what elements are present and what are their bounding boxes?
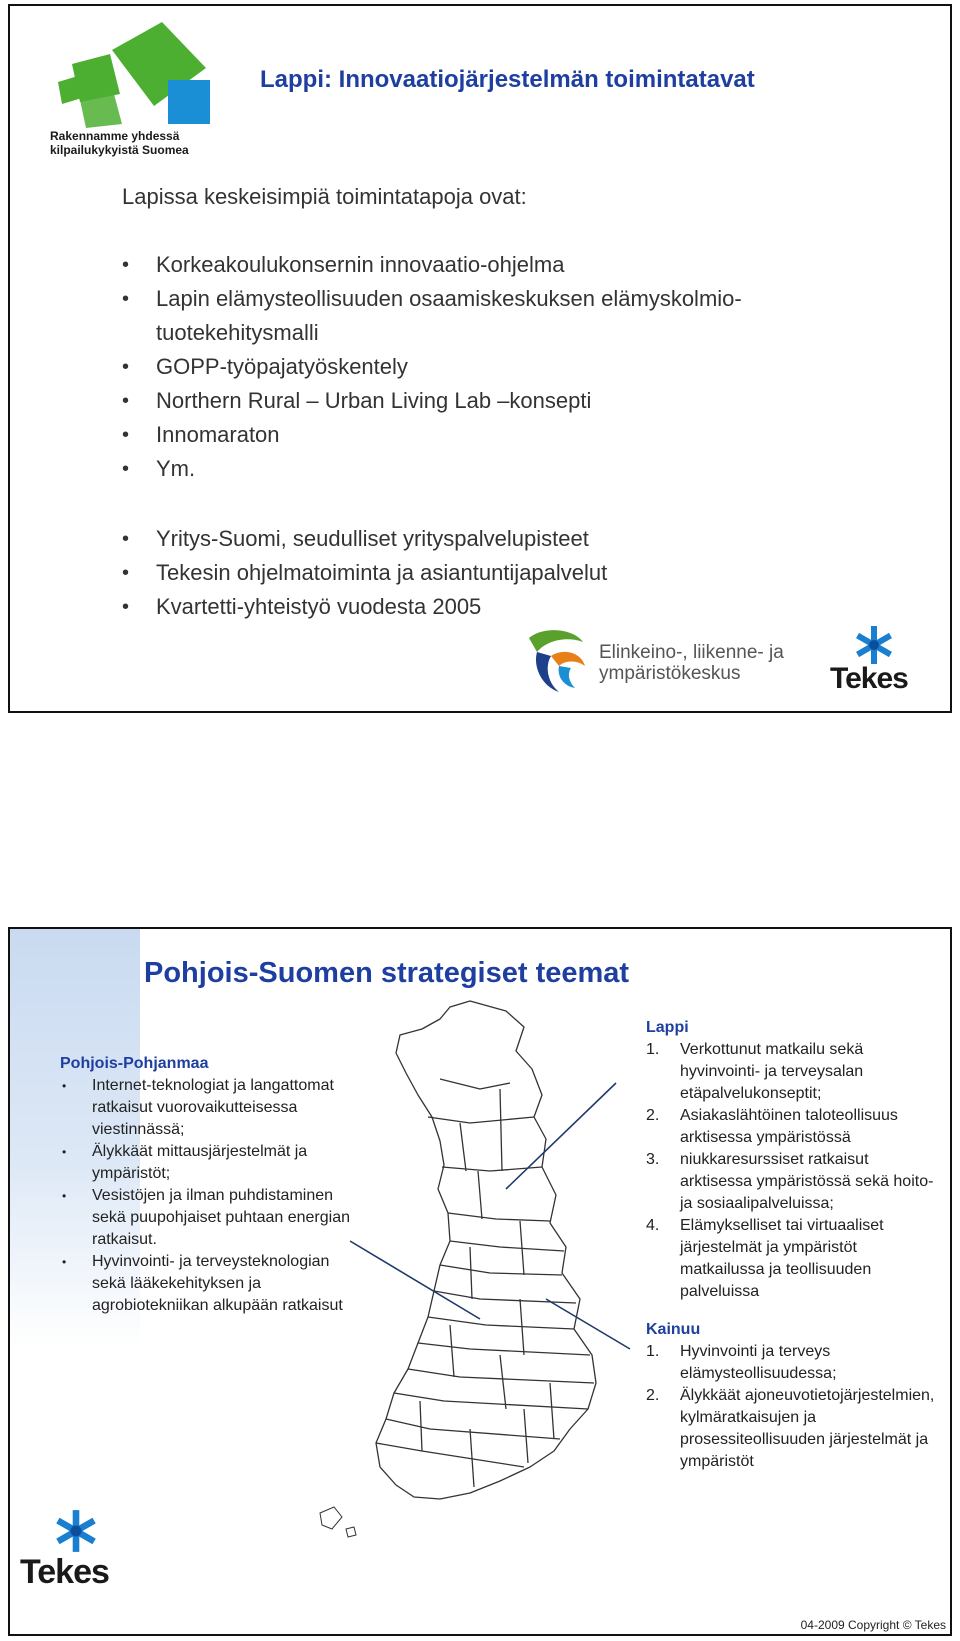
lappi-list	[646, 1039, 936, 1303]
item-number: 1.	[646, 1343, 660, 1360]
list-item	[646, 1215, 936, 1303]
finland-map	[310, 999, 640, 1559]
tekes-star-icon	[854, 626, 894, 664]
pohjois-pohjanmaa-section	[60, 1055, 350, 1317]
tekes-logo	[830, 626, 940, 706]
kainuu-list	[646, 1341, 936, 1473]
slide-1	[8, 4, 952, 713]
logo-tagline	[50, 129, 240, 157]
list-item: • Kvartetti-yhteistyö vuodesta 2005	[122, 590, 882, 624]
services-list	[122, 522, 882, 624]
list-item: • Tekesin ohjelmatoiminta ja asiantuntijapalvelut	[122, 556, 882, 590]
item-number: 1.	[646, 1041, 660, 1058]
list-item	[646, 1385, 936, 1473]
pohjois-pohjanmaa-list	[60, 1075, 350, 1317]
rakennamme-logo-icon	[50, 20, 230, 130]
item-text: niukkaresurssiset ratkaisut arktisessa ympäristössä sekä hoito- ja sosiaalipalveluissa;	[680, 1151, 934, 1212]
item-text: Hyvinvointi ja terveys elämysteollisuudessa;	[680, 1343, 837, 1382]
list-item	[646, 1341, 936, 1385]
item-number: 4.	[646, 1217, 660, 1234]
logo-tagline-line-1: Rakennamme yhdessä	[50, 129, 180, 143]
regions-right-column	[646, 1019, 936, 1473]
region-heading-lappi: Lappi	[646, 1019, 689, 1036]
list-item	[646, 1039, 936, 1105]
ely-logo-line-2: ympäristökeskus	[599, 663, 741, 684]
list-item: • Hyvinvointi- ja terveysteknologian sekä lääkekehityksen ja agrobiotekniikan alkupään ratkaisut	[60, 1251, 350, 1317]
list-item: • Ym.	[122, 452, 882, 486]
item-number: 2.	[646, 1107, 660, 1124]
list-item: • Korkeakoulukonsernin innovaatio-ohjelma	[122, 248, 882, 282]
slide-2-title: Pohjois-Suomen strategiset teemat	[144, 957, 630, 989]
ely-logo-line-1: Elinkeino-, liikenne- ja	[599, 642, 784, 663]
tekes-logo	[20, 1509, 140, 1589]
tekes-star-icon	[54, 1509, 98, 1553]
list-item: • Northern Rural – Urban Living Lab –konsepti	[122, 384, 882, 418]
ely-logo-text	[599, 642, 784, 684]
copyright-notice: 04-2009 Copyright © Tekes	[800, 1618, 946, 1632]
tekes-wordmark: Tekes	[20, 1553, 109, 1591]
item-text: Asiakaslähtöinen taloteollisuus arktisessa ympäristössä	[680, 1107, 898, 1146]
region-heading-kainuu: Kainuu	[646, 1321, 701, 1338]
list-item: • GOPP-työpajatyöskentely	[122, 350, 882, 384]
list-item	[646, 1149, 936, 1215]
list-item: • Vesistöjen ja ilman puhdistaminen sekä puupohjaiset puhtaan energian ratkaisut.	[60, 1185, 350, 1251]
practices-list	[122, 248, 882, 486]
list-item: • Älykkäät mittausjärjestelmät ja ympäristöt;	[60, 1141, 350, 1185]
ely-emblem-icon	[523, 626, 595, 698]
slide-2	[8, 927, 952, 1636]
list-item	[646, 1105, 936, 1149]
list-item: • Yritys-Suomi, seudulliset yrityspalvelupisteet	[122, 522, 882, 556]
item-text: Verkottunut matkailu sekä hyvinvointi- ja terveysalan etäpalvelukonseptit;	[680, 1041, 864, 1102]
item-number: 3.	[646, 1151, 660, 1168]
rakennamme-logo	[50, 20, 230, 170]
list-item: • Internet-teknologiat ja langattomat ratkaisut vuorovaikutteisessa viestinnässä;	[60, 1075, 350, 1141]
slide-1-title: Lappi: Innovaatiojärjestelmän toimintatavat	[260, 66, 755, 93]
intro-text: Lapissa keskeisimpiä toimintatapoja ovat:	[122, 184, 527, 209]
list-item: • Lapin elämysteollisuuden osaamiskeskuksen elämyskolmio-tuotekehitysmalli	[122, 282, 882, 350]
item-text: Elämykselliset tai virtuaaliset järjestelmät ja ympäristöt matkailussa ja teollisuuden palveluissa	[680, 1217, 884, 1300]
region-heading: Pohjois-Pohjanmaa	[60, 1055, 209, 1072]
item-number: 2.	[646, 1387, 660, 1404]
ely-keskus-logo	[523, 626, 803, 698]
list-item: • Innomaraton	[122, 418, 882, 452]
tekes-wordmark: Tekes	[830, 662, 908, 695]
logo-tagline-line-2: kilpailukykyistä Suomea	[50, 143, 189, 157]
item-text: Älykkäät ajoneuvotietojärjestelmien, kylmäratkaisujen ja prosessiteollisuuden järjestelmät ja ympäristöt	[680, 1387, 935, 1470]
